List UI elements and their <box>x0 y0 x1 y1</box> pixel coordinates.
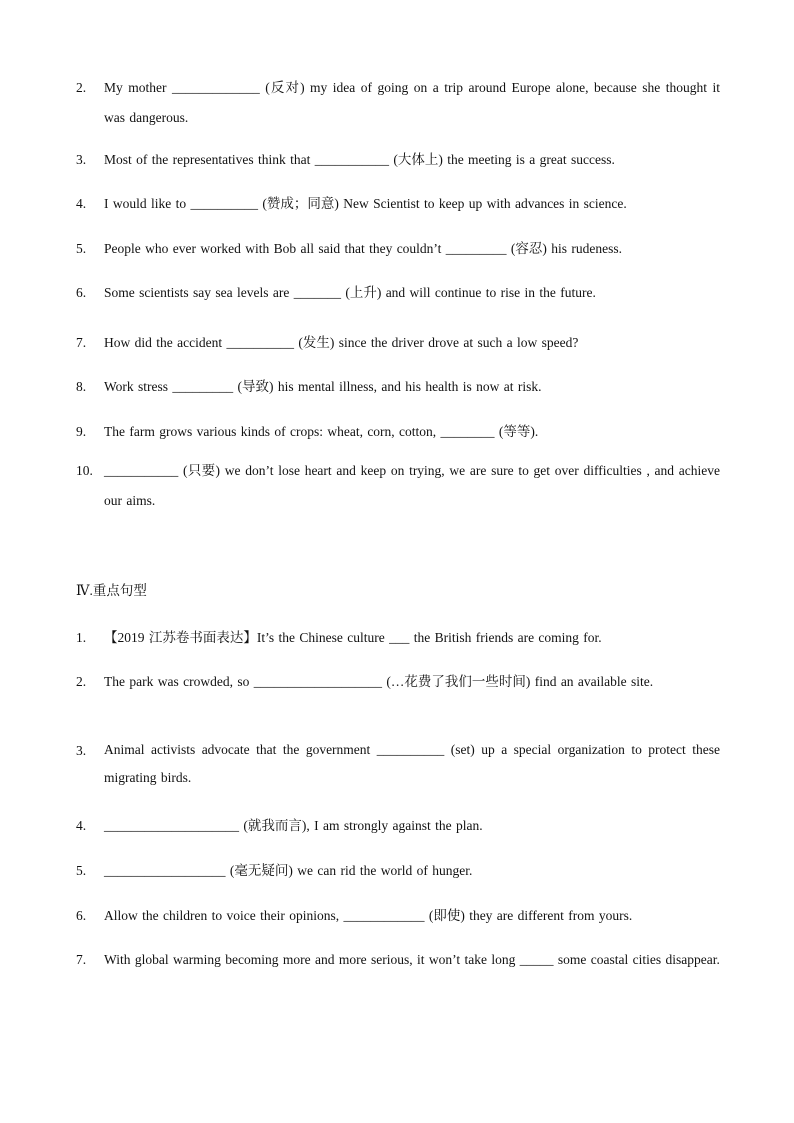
item-number: 2. <box>76 674 87 689</box>
item-number: 7. <box>76 335 87 350</box>
item-number: 9. <box>76 424 87 439</box>
item-text: Allow the children to voice their opinions, ____________ (即使) they are different from yours. <box>104 908 633 923</box>
item-text: __________________ (毫无疑问) we can rid the world of hunger. <box>104 863 473 878</box>
item-text: I would like to __________ (赞成；同意) New Scientist to keep up with advances in science. <box>104 196 627 211</box>
item-text: The park was crowded, so ___________________ (…花费了我们一些时间) find an available site. <box>104 674 654 689</box>
item-number: 3. <box>76 152 87 167</box>
item-number: 8. <box>76 379 87 394</box>
item-number: 4. <box>76 196 87 211</box>
item-number: 1. <box>76 630 87 645</box>
item-text: Animal activists advocate that the government __________ (set) up a special organization to protect these migrating birds. <box>104 742 720 785</box>
item-text: 【2019 江苏卷书面表达】It’s the Chinese culture ___ the British friends are coming for. <box>104 630 602 645</box>
item-number: 5. <box>76 863 87 878</box>
item-text: With global warming becoming more and more serious, it won’t take long _____ some coastal cities disappear. <box>104 952 720 967</box>
item-text: People who ever worked with Bob all said that they couldn’t _________ (容忍) his rudeness. <box>104 241 623 256</box>
item-number: 10. <box>76 463 93 478</box>
item-text: Work stress _________ (导致) his mental illness, and his health is now at risk. <box>104 379 542 394</box>
item-text: Some scientists say sea levels are _______ (上升) and will continue to rise in the future. <box>104 285 596 300</box>
item-text: How did the accident __________ (发生) since the driver drove at such a low speed? <box>104 335 579 350</box>
item-number: 5. <box>76 241 87 256</box>
item-text: ____________________ (就我而言), I am strongly against the plan. <box>104 818 483 833</box>
item-text: ___________ (只要) we don’t lose heart and keep on trying, we are sure to get over difficulties , and achieve our aims. <box>104 463 720 508</box>
item-number: 6. <box>76 908 87 923</box>
item-text: My mother _____________ (反对) my idea of going on a trip around Europe alone, because she thought it was dangerous. <box>104 80 720 125</box>
section-title: Ⅳ.重点句型 <box>76 583 147 598</box>
item-number: 4. <box>76 818 87 833</box>
item-text: Most of the representatives think that ___________ (大体上) the meeting is a great success. <box>104 152 615 167</box>
item-text: The farm grows various kinds of crops: wheat, corn, cotton, ________ (等等). <box>104 424 539 439</box>
item-number: 7. <box>76 952 87 967</box>
item-number: 3. <box>76 743 87 758</box>
item-number: 2. <box>76 80 87 95</box>
item-number: 6. <box>76 285 87 300</box>
